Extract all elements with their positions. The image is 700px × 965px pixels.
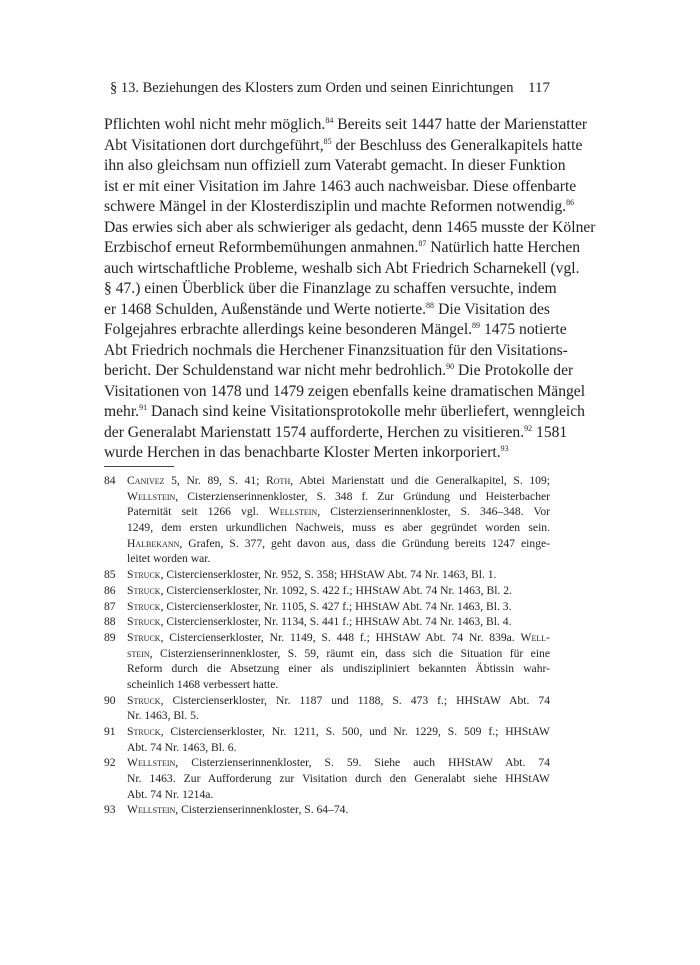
footnote-text bbox=[127, 567, 550, 583]
text-run: Nr. 1463, Bl. 5. bbox=[127, 709, 199, 723]
footnotes bbox=[104, 473, 550, 818]
text-run: , Cistercienserkloster, Nr. 1211, S. 500, und Nr. 1229, S. 509 f.; HHStAW bbox=[160, 725, 550, 738]
author-name: Well- bbox=[520, 630, 550, 644]
author-name: Canivez bbox=[127, 474, 165, 487]
footnote-number: 90 bbox=[104, 693, 116, 707]
body-text bbox=[104, 115, 596, 464]
text-run: Bereits seit 1447 hatte der Marienstatter bbox=[333, 116, 588, 133]
text-run: scheinlich 1468 verbessert hatte. bbox=[127, 677, 279, 691]
text-run: Abt Visitationen dort durchgeführt, bbox=[104, 136, 324, 154]
text-run: leitet worden war. bbox=[127, 552, 211, 566]
author-name: Halbekann bbox=[127, 536, 180, 550]
author-name: stein bbox=[127, 646, 150, 660]
running-title: § 13. Beziehungen des Klosters zum Orden und seinen Einrichtungen bbox=[110, 80, 514, 96]
author-name: Struck bbox=[127, 599, 161, 613]
footnote bbox=[104, 755, 550, 802]
footnote-reference: 91 bbox=[139, 403, 148, 412]
footnote-reference: 93 bbox=[500, 444, 509, 453]
footnote-line bbox=[127, 583, 550, 599]
text-run: 1249, dem ersten urkundlichen Nachweis, muss es aber gegründet worden sein. bbox=[127, 521, 550, 535]
body-line bbox=[104, 238, 581, 259]
body-line bbox=[104, 156, 566, 177]
text-run: , Cistercienserkloster, Nr. 1187 und 1188, S. 473 f.; HHStAW Abt. 74 bbox=[160, 693, 550, 707]
footnote-line bbox=[127, 693, 550, 709]
text-run: Abt Friedrich nochmals die Herchener Finanzsituation für den Visitations- bbox=[104, 341, 568, 359]
footnote-number: 85 bbox=[104, 568, 116, 582]
footnote-number: 92 bbox=[104, 756, 116, 770]
footnote-text bbox=[127, 724, 550, 755]
author-name: Struck bbox=[127, 615, 161, 629]
footnote-reference: 84 bbox=[325, 116, 334, 125]
text-run: , Cisterzienserinnenkloster, S. 59, räumt ein, dass sich die Situation für eine bbox=[149, 646, 550, 660]
body-line bbox=[104, 115, 588, 136]
footnote-line bbox=[127, 771, 550, 787]
footnote bbox=[104, 724, 550, 755]
author-name: Struck bbox=[127, 568, 161, 582]
body-line bbox=[104, 279, 557, 300]
body-line bbox=[104, 320, 567, 341]
text-run: , Cistercienserkloster, Nr. 1134, S. 441 f.; HHStAW Abt. 74 Nr. 1463, Bl. 4. bbox=[160, 615, 512, 629]
footnote-number: 84 bbox=[104, 474, 116, 487]
footnote-line bbox=[127, 740, 550, 756]
text-run: , Cisterzienserinnenkloster, S. 348 f. Zur Gründung und Heisterbacher bbox=[175, 489, 550, 503]
footnote-number: 88 bbox=[104, 615, 116, 629]
author-name: Wellstein bbox=[127, 489, 176, 503]
text-run: mehr. bbox=[104, 403, 140, 420]
footnote-text bbox=[127, 693, 550, 724]
author-name: Struck bbox=[127, 693, 161, 707]
footnote-line bbox=[127, 661, 550, 677]
body-line bbox=[104, 197, 575, 218]
footnote-text bbox=[127, 755, 550, 802]
footnote-line bbox=[127, 551, 550, 567]
footnote-reference: 88 bbox=[426, 300, 435, 310]
text-run: 5, Nr. 89, S. 41; bbox=[164, 474, 267, 487]
footnote-line bbox=[127, 630, 550, 646]
footnote-text bbox=[127, 599, 550, 615]
body-line bbox=[104, 177, 577, 198]
body-line bbox=[104, 361, 574, 382]
footnote bbox=[104, 630, 550, 693]
text-run: , Cisterzienserinnenkloster, S. 346–348. Vor bbox=[317, 505, 550, 519]
text-run: er 1468 Schulden, Außenstände und Werte notierte. bbox=[104, 300, 427, 318]
text-run: Danach sind keine Visitationsprotokolle mehr überliefert, wenngleich bbox=[147, 403, 585, 420]
footnote-line bbox=[127, 489, 550, 505]
footnote-line bbox=[127, 755, 550, 771]
footnote-line bbox=[127, 520, 550, 536]
footnote-line bbox=[127, 646, 550, 662]
footnote-text bbox=[127, 630, 550, 693]
body-line bbox=[104, 136, 583, 157]
footnote-line bbox=[127, 677, 550, 693]
footnote bbox=[104, 614, 550, 630]
footnote-line bbox=[127, 473, 550, 489]
text-run: , Cistercienserkloster, Nr. 1149, S. 448 f.; HHStAW Abt. 74 Nr. 839a. bbox=[160, 630, 521, 644]
author-name: Struck bbox=[127, 725, 161, 738]
footnote-number: 89 bbox=[104, 630, 116, 644]
text-run: Abt. 74 Nr. 1214a. bbox=[127, 787, 214, 801]
footnote-line bbox=[127, 536, 550, 552]
text-run: ihn also gleichsam nun offiziell zum Vaterabt gemacht. In dieser Funktion bbox=[104, 157, 566, 174]
footnote bbox=[104, 567, 550, 583]
text-run: Erzbischof erneut Reformbemühungen anmahnen. bbox=[104, 239, 419, 256]
text-run: bericht. Der Schuldenstand war nicht mehr bedrohlich. bbox=[104, 362, 447, 379]
author-name: Struck bbox=[127, 630, 161, 644]
body-line bbox=[104, 218, 596, 239]
text-run: , Cisterzienserinnenkloster, S. 59. Siehe auch HHStAW Abt. 74 bbox=[175, 756, 550, 770]
footnote-line bbox=[127, 787, 550, 803]
text-run: , Grafen, S. 377, geht davon aus, dass die Gründung bereits 1247 einge- bbox=[179, 536, 550, 550]
footnote bbox=[104, 473, 550, 567]
footnote-reference: 90 bbox=[446, 362, 455, 371]
text-run: schwere Mängel in der Klosterdisziplin und machte Reformen notwendig. bbox=[104, 198, 567, 215]
footnote-text bbox=[127, 614, 550, 630]
text-run: ist er mit einer Visitation im Jahre 1463 auch nachweisbar. Diese offenbarte bbox=[104, 177, 577, 195]
text-run: auch wirtschaftliche Probleme, weshalb sich Abt Friedrich Scharnekell (vgl. bbox=[104, 259, 580, 277]
text-run: der Beschluss des Generalkapitels hatte bbox=[331, 136, 583, 154]
body-line bbox=[104, 341, 568, 362]
footnote-line bbox=[127, 724, 550, 740]
text-run: Reform durch die Absetzung einer als undiszipliniert bekannten Äbtissin wahr- bbox=[127, 662, 550, 676]
running-header bbox=[104, 80, 550, 102]
footnote-number: 86 bbox=[104, 583, 116, 597]
footnote-reference: 86 bbox=[566, 198, 575, 207]
text-run: Folgejahres erbrachte allerdings keine besonderen Mängel. bbox=[104, 321, 473, 338]
author-name: Roth bbox=[266, 474, 291, 487]
text-run: wurde Herchen in das benachbarte Kloster Merten inkorporiert. bbox=[104, 444, 501, 461]
text-run: Nr. 1463. Zur Aufforderung zur Visitation durch den Generalabt siehe HHStAW bbox=[127, 772, 550, 786]
text-run: Natürlich hatte Herchen bbox=[426, 239, 581, 256]
author-name: Wellstein bbox=[268, 505, 318, 519]
text-run: , Cistercienserkloster, Nr. 1105, S. 427 f.; HHStAW Abt. 74 Nr. 1463, Bl. 3. bbox=[160, 599, 512, 613]
footnote-line bbox=[127, 802, 550, 818]
text-run: Visitationen von 1478 und 1479 zeigen ebenfalls keine dramatischen Mängel bbox=[104, 382, 586, 400]
body-line bbox=[104, 443, 550, 464]
body-line bbox=[104, 382, 586, 403]
footnote-number: 91 bbox=[104, 725, 116, 738]
footnote-line bbox=[127, 708, 550, 724]
author-name: Wellstein bbox=[127, 803, 176, 817]
text-run: § 47.) einen Überblick über die Finanzlage zu schaffen versuchte, indem bbox=[104, 280, 557, 297]
footnote-line bbox=[127, 599, 550, 615]
body-line bbox=[104, 423, 568, 444]
text-run: , Cisterzienserinnenkloster, S. 64–74. bbox=[175, 803, 349, 817]
footnote-reference: 87 bbox=[418, 239, 427, 248]
footnote bbox=[104, 599, 550, 615]
body-line bbox=[104, 300, 550, 321]
footnote-text bbox=[127, 473, 550, 567]
footnote-line bbox=[127, 614, 550, 630]
footnote-reference: 85 bbox=[323, 136, 332, 146]
text-run: Die Protokolle der bbox=[454, 362, 574, 379]
text-run: Das erwies sich aber als schwieriger als gedacht, denn 1465 musste der Kölner bbox=[104, 218, 596, 236]
author-name: Wellstein bbox=[127, 756, 176, 770]
footnote-number: 93 bbox=[104, 803, 116, 817]
footnote-separator bbox=[104, 466, 174, 467]
footnote-text bbox=[127, 583, 550, 599]
text-run: Paternität seit 1266 vgl. bbox=[127, 505, 269, 519]
text-run: der Generalabt Marienstatt 1574 aufforderte, Herchen zu visitieren. bbox=[104, 423, 525, 441]
footnote bbox=[104, 802, 550, 818]
page-number: 117 bbox=[528, 80, 550, 96]
body-line bbox=[104, 402, 585, 423]
footnote-line bbox=[127, 504, 550, 520]
body-line bbox=[104, 259, 580, 280]
footnote-number: 87 bbox=[104, 599, 116, 613]
text-run: , Cistercienserkloster, Nr. 1092, S. 422 f.; HHStAW Abt. 74 Nr. 1463, Bl. 2. bbox=[160, 583, 512, 597]
text-run: Pflichten wohl nicht mehr möglich. bbox=[104, 116, 326, 133]
footnote bbox=[104, 693, 550, 724]
text-run: Abt. 74 Nr. 1463, Bl. 6. bbox=[127, 740, 237, 754]
text-run: 1475 notierte bbox=[480, 321, 567, 338]
footnote-reference: 89 bbox=[472, 321, 481, 330]
author-name: Struck bbox=[127, 583, 161, 597]
text-run: , Cistercienserkloster, Nr. 952, S. 358; HHStAW Abt. 74 Nr. 1463, Bl. 1. bbox=[160, 568, 497, 582]
footnote-reference: 92 bbox=[524, 423, 533, 433]
text-run: , Abtei Marienstatt und die Generalkapitel, S. 109; bbox=[290, 474, 550, 487]
text-run: Die Visitation des bbox=[434, 300, 550, 318]
text-run: 1581 bbox=[532, 423, 568, 441]
footnote-text bbox=[127, 802, 550, 818]
footnote-line bbox=[127, 567, 550, 583]
footnote bbox=[104, 583, 550, 599]
